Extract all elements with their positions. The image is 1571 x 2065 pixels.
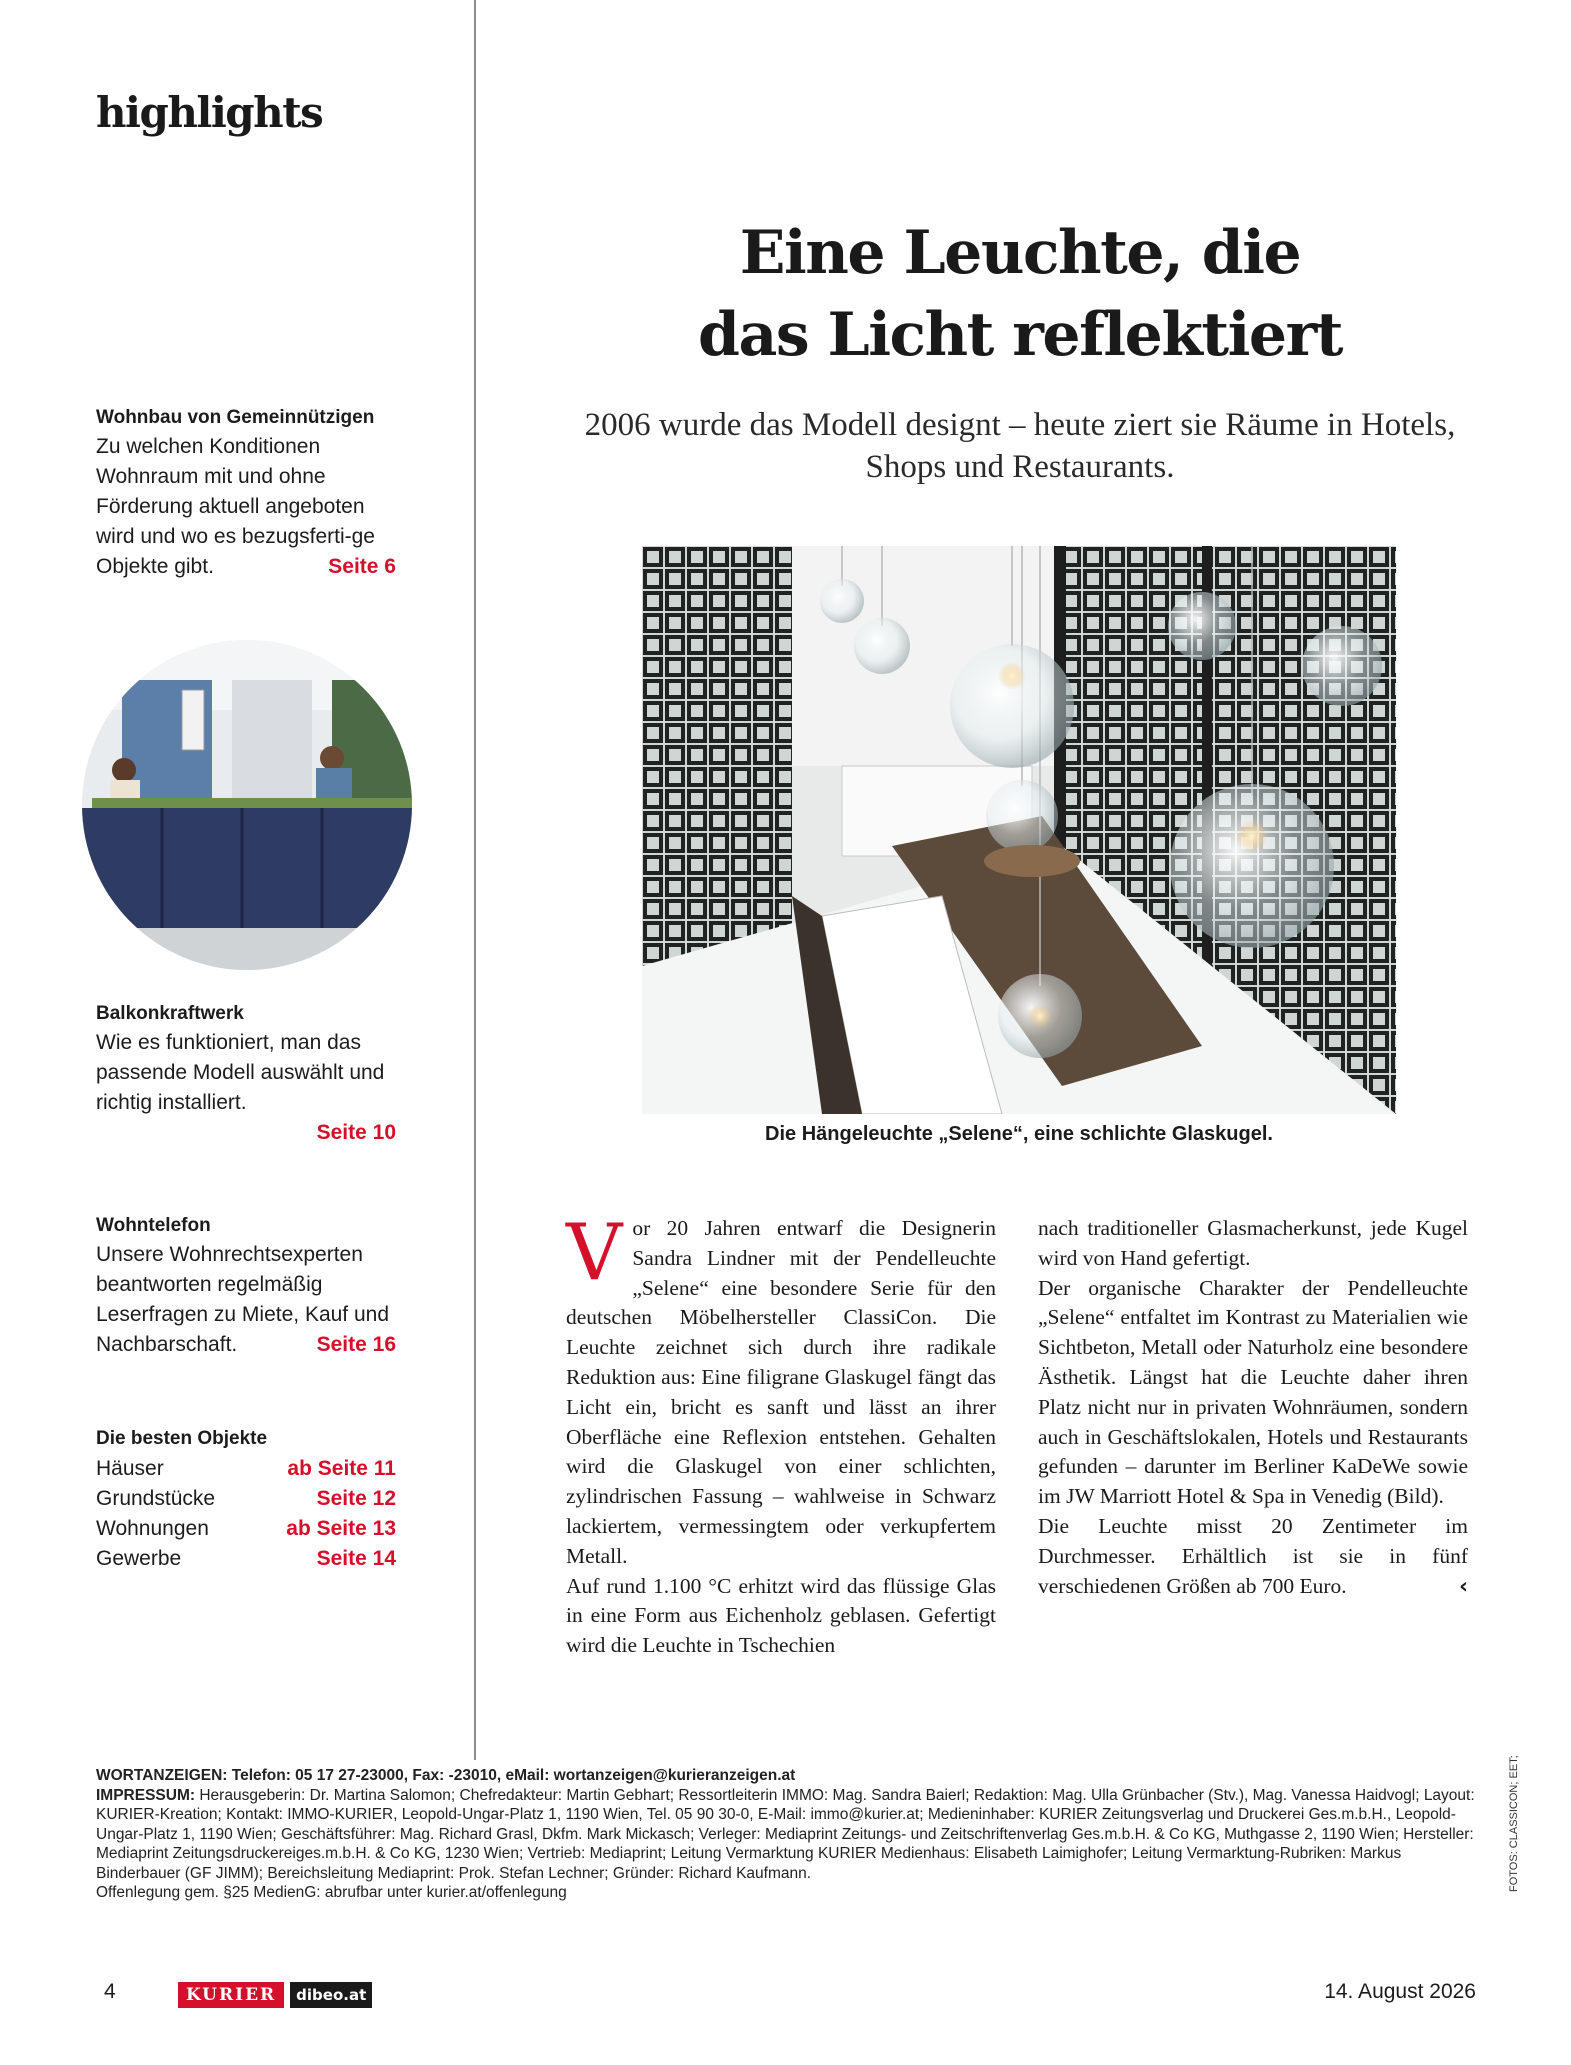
object-label: Wohnungen bbox=[96, 1517, 209, 1540]
impressum-text: Herausgeberin: Dr. Martina Salomon; Chefredakteur: Martin Gebhart; Ressortleiterin IMMO: Mag. Sandra Baierl; Redaktion: Mag. Ulla Grünbacher (Stv.), Mag. Vanessa Haidvogl; Layout: KURIER-Kreation; Kontakt: IMMO-KURIER, Leopold-Ungar-Platz 1, 1190 Wien, Tel. 05 90 30-0, E-Mail: immo@kurier.at; Medieninhaber: KURIER Zeitungsverlag und Druckerei Ges.m.b.H., Leopold-Ungar-Platz 1, 1190 Wien; Geschäftsführer: Mag. Richard Grasl, Dkfm. Mark Mickasch; Verleger: Mediaprint Zeitungs- und Zeitschriftenverlag Ges.m.b.H. & Co KG, Muthgasse 2, 1190 Wien; Hersteller: Mediaprint Zeitungsdruckereiges.m.b.H. & Co KG, 1230 Wien; Vertrieb: Mediaprint; Leitung Vermarktung KURIER Medienhaus: Elisabeth Laimighofer; Leitung Vermarktung-Rubriken: Markus Binderbauer (GF JIMM); Bereichsleitung Mediaprint: Prok. Stefan Lechner; Gründer: Richard Kaufmann. bbox=[96, 1786, 1475, 1882]
column-divider bbox=[474, 0, 476, 1760]
headline-line: das Licht reflektiert bbox=[698, 300, 1342, 370]
article-paragraph: Der organische Charakter der Pendelleuchte „Selene“ entfaltet im Kontrast zu Materialien wie Sichtbeton, Metall oder Naturholz eine besondere Ästhetik. Längst hat die Leuchte daher ihren Platz nicht nur in privaten Wohnräumen, sondern auch in Geschäftslokalen, Hotels und Restaurants gefunden – darunter im Berliner KaDeWe sowie im JW Marriott Hotel & Spa in Venedig (Bild). bbox=[1038, 1275, 1468, 1509]
teaser-body bbox=[96, 432, 396, 582]
balcony-photo bbox=[82, 640, 412, 970]
end-mark: ‹ bbox=[1459, 1573, 1468, 1599]
list-item[interactable] bbox=[96, 1544, 396, 1574]
article-column-1 bbox=[566, 1208, 996, 1661]
objects-heading: Die besten Objekte bbox=[96, 1428, 268, 1449]
page-number: 4 bbox=[104, 1980, 116, 2003]
object-page-link[interactable]: Seite 14 bbox=[316, 1547, 396, 1570]
balcony-solar-image bbox=[82, 640, 412, 970]
photo-credit-text: FOTOS: CLASSICON; EET; bbox=[1508, 1755, 1520, 1892]
teaser-page-link[interactable]: Seite 10 bbox=[316, 1121, 396, 1144]
teaser-text: Zu welchen Konditionen Wohnraum mit und ohne Förderung aktuell angeboten wird und wo es bezugsferti-ge Objekte gibt. bbox=[96, 435, 375, 578]
article-paragraph bbox=[566, 1208, 996, 1572]
object-label: Gewerbe bbox=[96, 1547, 182, 1570]
teaser-body bbox=[96, 1240, 396, 1360]
article-headline bbox=[600, 212, 1440, 376]
article-paragraph: nach traditioneller Glasmacherkunst, jede Kugel wird von Hand gefertigt. bbox=[1038, 1216, 1468, 1270]
teaser-page-link[interactable]: Seite 6 bbox=[328, 555, 396, 578]
paragraph-text: or 20 Jahren entwarf die Designerin Sandra Lindner mit der Pendelleuchte „Selene“ eine besondere Serie für den deutschen Möbelhersteller ClassiCon. Die Leuchte zeichnet sich durch ihre radikale Reduktion aus: Eine filigrane Glaskugel fängt das Licht ein, bricht es sanft und lässt an ihrer Oberfläche eine Reflexion entstehen. Gehalten wird die Glaskugel von einer schlichten, zylindrischen Fassung – wahlweise in Schwarz lackiertem, vermessingtem oder verkupfertem Metall. bbox=[566, 1216, 996, 1568]
article-paragraph bbox=[1038, 1512, 1468, 1601]
issue-date: 14. August 2026 bbox=[1324, 1980, 1476, 2003]
headline-line: Eine Leuchte, die bbox=[739, 218, 1301, 288]
article-column-2 bbox=[1038, 1214, 1468, 1601]
kurier-logo: KURIER bbox=[178, 1982, 284, 2008]
section-title: highlights bbox=[96, 88, 323, 137]
teaser-wohnbau[interactable] bbox=[96, 404, 396, 582]
teaser-wohntelefon[interactable] bbox=[96, 1212, 396, 1360]
object-page-link[interactable]: ab Seite 13 bbox=[286, 1517, 396, 1540]
dibeo-logo: dibeo.at bbox=[290, 1982, 372, 2008]
brand-logos bbox=[178, 1982, 372, 2008]
teaser-heading: Wohnbau von Gemeinnützigen bbox=[96, 407, 375, 428]
object-label: Häuser bbox=[96, 1457, 164, 1480]
ads-line: WORTANZEIGEN: Telefon: 05 17 27-23000, Fax: -23010, eMail: wortanzeigen@kurieranzeigen.at bbox=[96, 1767, 796, 1784]
teaser-text: Unsere Wohnrechtsexperten beantworten regelmäßig Leserfragen zu Miete, Kauf und Nachbarschaft. bbox=[96, 1243, 390, 1356]
dropcap: V bbox=[566, 1208, 623, 1298]
object-page-link[interactable]: Seite 12 bbox=[316, 1487, 396, 1510]
teaser-body: Wie es funktioniert, man das passende Modell auswählt und richtig installiert. bbox=[96, 1031, 385, 1114]
offenlegung: Offenlegung gem. §25 MedienG: abrufbar unter kurier.at/offenlegung bbox=[96, 1884, 567, 1901]
pendant-lamps-image bbox=[642, 546, 1396, 1114]
lamp-photo bbox=[642, 546, 1396, 1114]
teaser-page-link[interactable]: Seite 16 bbox=[316, 1333, 396, 1356]
list-item[interactable] bbox=[96, 1514, 396, 1544]
teaser-heading: Balkonkraftwerk bbox=[96, 1003, 244, 1024]
list-item[interactable] bbox=[96, 1454, 396, 1484]
teaser-balkonkraftwerk[interactable] bbox=[96, 1000, 396, 1148]
paragraph-text: Die Leuchte misst 20 Zentimeter im Durchmesser. Erhältlich ist sie in fünf verschiedenen Größen ab 700 Euro. bbox=[1038, 1513, 1468, 1598]
article-paragraph: Auf rund 1.100 °C erhitzt wird das flüssige Glas in eine Form aus Eichenholz geblasen. Gefertigt wird die Leuchte in Tschechien bbox=[566, 1573, 996, 1658]
object-page-link[interactable]: ab Seite 11 bbox=[287, 1457, 396, 1480]
best-objects-list bbox=[96, 1424, 396, 1574]
photo-credit bbox=[1508, 1752, 1524, 1892]
article-subtitle: 2006 wurde das Modell designt – heute ziert sie Räume in Hotels, Shops und Restaurants. bbox=[584, 407, 1456, 485]
object-label: Grundstücke bbox=[96, 1487, 216, 1510]
impressum-block bbox=[96, 1766, 1486, 1903]
impressum-label: IMPRESSUM: bbox=[96, 1786, 196, 1804]
teaser-heading: Wohntelefon bbox=[96, 1215, 211, 1236]
photo-caption: Die Hängeleuchte „Selene“, eine schlichte Glaskugel. bbox=[765, 1123, 1273, 1145]
list-item[interactable] bbox=[96, 1484, 396, 1514]
